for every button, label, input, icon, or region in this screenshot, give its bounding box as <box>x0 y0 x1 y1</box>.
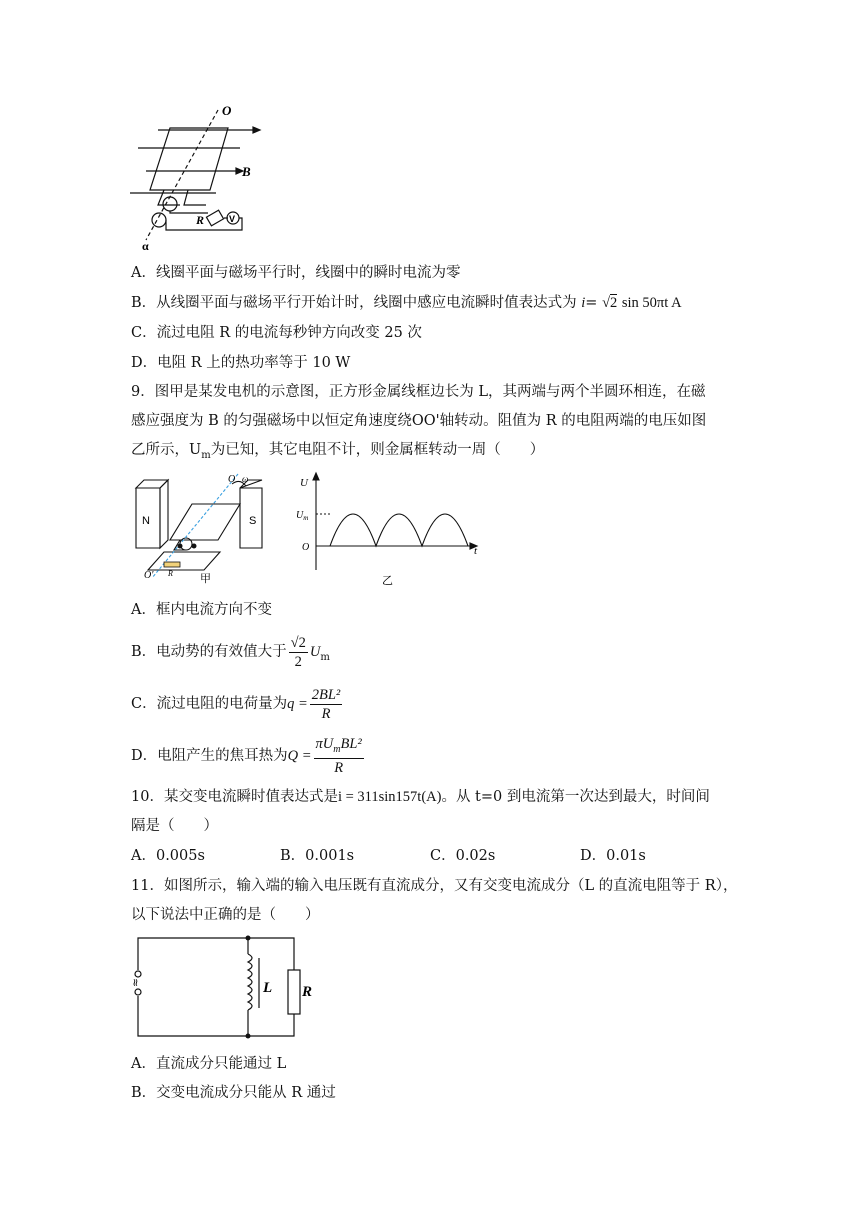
num-main: πU <box>315 735 334 752</box>
Um-sub: m <box>303 514 309 522</box>
b-post-sub: m <box>320 651 330 663</box>
label-alpha: α <box>142 239 149 252</box>
q10-stem-line2: 隔是（ ） <box>131 818 218 834</box>
numerator: √2 <box>290 634 306 651</box>
axis-label-U: U <box>300 477 308 489</box>
q10-pre: 10．某交变电流瞬时值表达式是 <box>131 789 338 805</box>
label-O-jia: O <box>228 474 236 485</box>
label-S: S <box>249 515 257 527</box>
label-R-circuit: R <box>302 984 313 1000</box>
q10-option-d: D．0.01s <box>580 848 646 864</box>
label-Um <box>296 510 308 522</box>
label-omega: ω <box>242 474 249 484</box>
b-text: B．电动势的有效值大于 <box>131 644 287 660</box>
q11-option-a: A．直流成分只能通过 L <box>131 1056 287 1072</box>
stem3-sub: m <box>201 449 211 461</box>
ac-source-symbol: ≈ <box>129 978 142 988</box>
q11-option-b: B．交变电流成分只能从 R 通过 <box>131 1085 336 1101</box>
label-O: O <box>222 103 232 118</box>
num-rest: BL² <box>340 735 362 752</box>
denominator: R <box>334 760 344 777</box>
q10-option-b: B．0.001s <box>280 848 355 864</box>
q8-option-b: B．从线圈平面与磁场平行开始计时，线圈中感应电流瞬时值表达式为 i= √2 sin 50πt A <box>131 295 682 311</box>
axis-label-t: t <box>474 545 478 557</box>
caption-jia: 甲 <box>200 572 211 585</box>
num-sub: m <box>333 743 341 755</box>
label-L: L <box>263 980 273 996</box>
denominator: R <box>321 705 331 722</box>
label-R-jia: R <box>168 569 173 578</box>
d-text: D．电阻产生的焦耳热为 <box>131 748 288 764</box>
denominator: 2 <box>294 653 302 670</box>
formula-eq: = <box>585 295 598 311</box>
q10-post: 。从 t=0 到电流第一次达到最大，时间间 <box>441 789 710 805</box>
formula-i: i <box>581 295 586 311</box>
caption-yi: 乙 <box>382 574 393 587</box>
label-N: N <box>142 515 150 527</box>
q9-stem-line1: 9．图甲是某发电机的示意图，正方形金属线框边长为 L，其两端与两个半圆环相连，在磁 <box>131 384 706 400</box>
q9-option-b <box>131 630 330 680</box>
q9-option-d <box>131 734 366 778</box>
label-B: B <box>242 164 251 179</box>
q9-stem-line3 <box>131 440 544 466</box>
d-lhs: Q = <box>287 748 312 764</box>
q8-option-a: A．线圈平面与磁场平行时，线圈中的瞬时电流为零 <box>131 265 461 281</box>
q10-option-a: A．0.005s <box>131 848 205 864</box>
c-lhs: q = <box>287 696 308 712</box>
q9-option-a: A．框内电流方向不变 <box>131 602 272 618</box>
stem3-rest: 为已知，其它电阻不计，则金属框转动一周（ ） <box>210 442 545 458</box>
numerator <box>314 735 364 760</box>
b-post: U <box>309 644 321 660</box>
Um-main: U <box>296 510 304 521</box>
label-R: R <box>196 213 205 227</box>
q10-option-c: C．0.02s <box>430 848 496 864</box>
q11-stem-line1: 11．如图所示，输入端的输入电压既有直流成分，又有交变电流成分（L 的直流电阻等于 R）， <box>131 878 738 894</box>
q9-stem-line2: 感应强度为 B 的匀强磁场中以恒定角速度绕OO'轴转动。阻值为 R 的电阻两端的电压如图 <box>131 413 707 429</box>
fraction <box>310 686 343 723</box>
stem3-text: 乙所示，U <box>131 442 202 458</box>
formula-radicand: 2 <box>610 295 618 311</box>
q11-stem-line2: 以下说法中正确的是（ ） <box>131 907 320 923</box>
q10-formula: i = 311sin157t(A) <box>337 789 442 805</box>
fraction <box>314 735 364 778</box>
generator-figure-jia <box>130 470 280 588</box>
voltage-graph-yi <box>292 470 492 588</box>
inductor-resistor-circuit <box>128 932 328 1044</box>
label-Oprime: O' <box>144 570 154 581</box>
q8-option-c: C．流过电阻 R 的电流每秒钟方向改变 25 次 <box>131 325 422 341</box>
numerator: 2BL² <box>311 686 341 703</box>
label-V: V <box>229 214 236 224</box>
generator-coil-diagram <box>128 100 268 252</box>
q10-stem-line1 <box>131 787 710 807</box>
q9-option-c <box>131 682 344 726</box>
label-origin: O <box>302 542 310 553</box>
fraction <box>289 634 308 671</box>
formula-rest: sin 50πt A <box>621 295 682 311</box>
c-text: C．流过电阻的电荷量为 <box>131 696 288 712</box>
q8-option-d: D．电阻 R 上的热功率等于 10 W <box>131 355 351 371</box>
q8-option-b-text: B．从线圈平面与磁场平行开始计时，线圈中感应电流瞬时值表达式为 <box>131 295 577 311</box>
